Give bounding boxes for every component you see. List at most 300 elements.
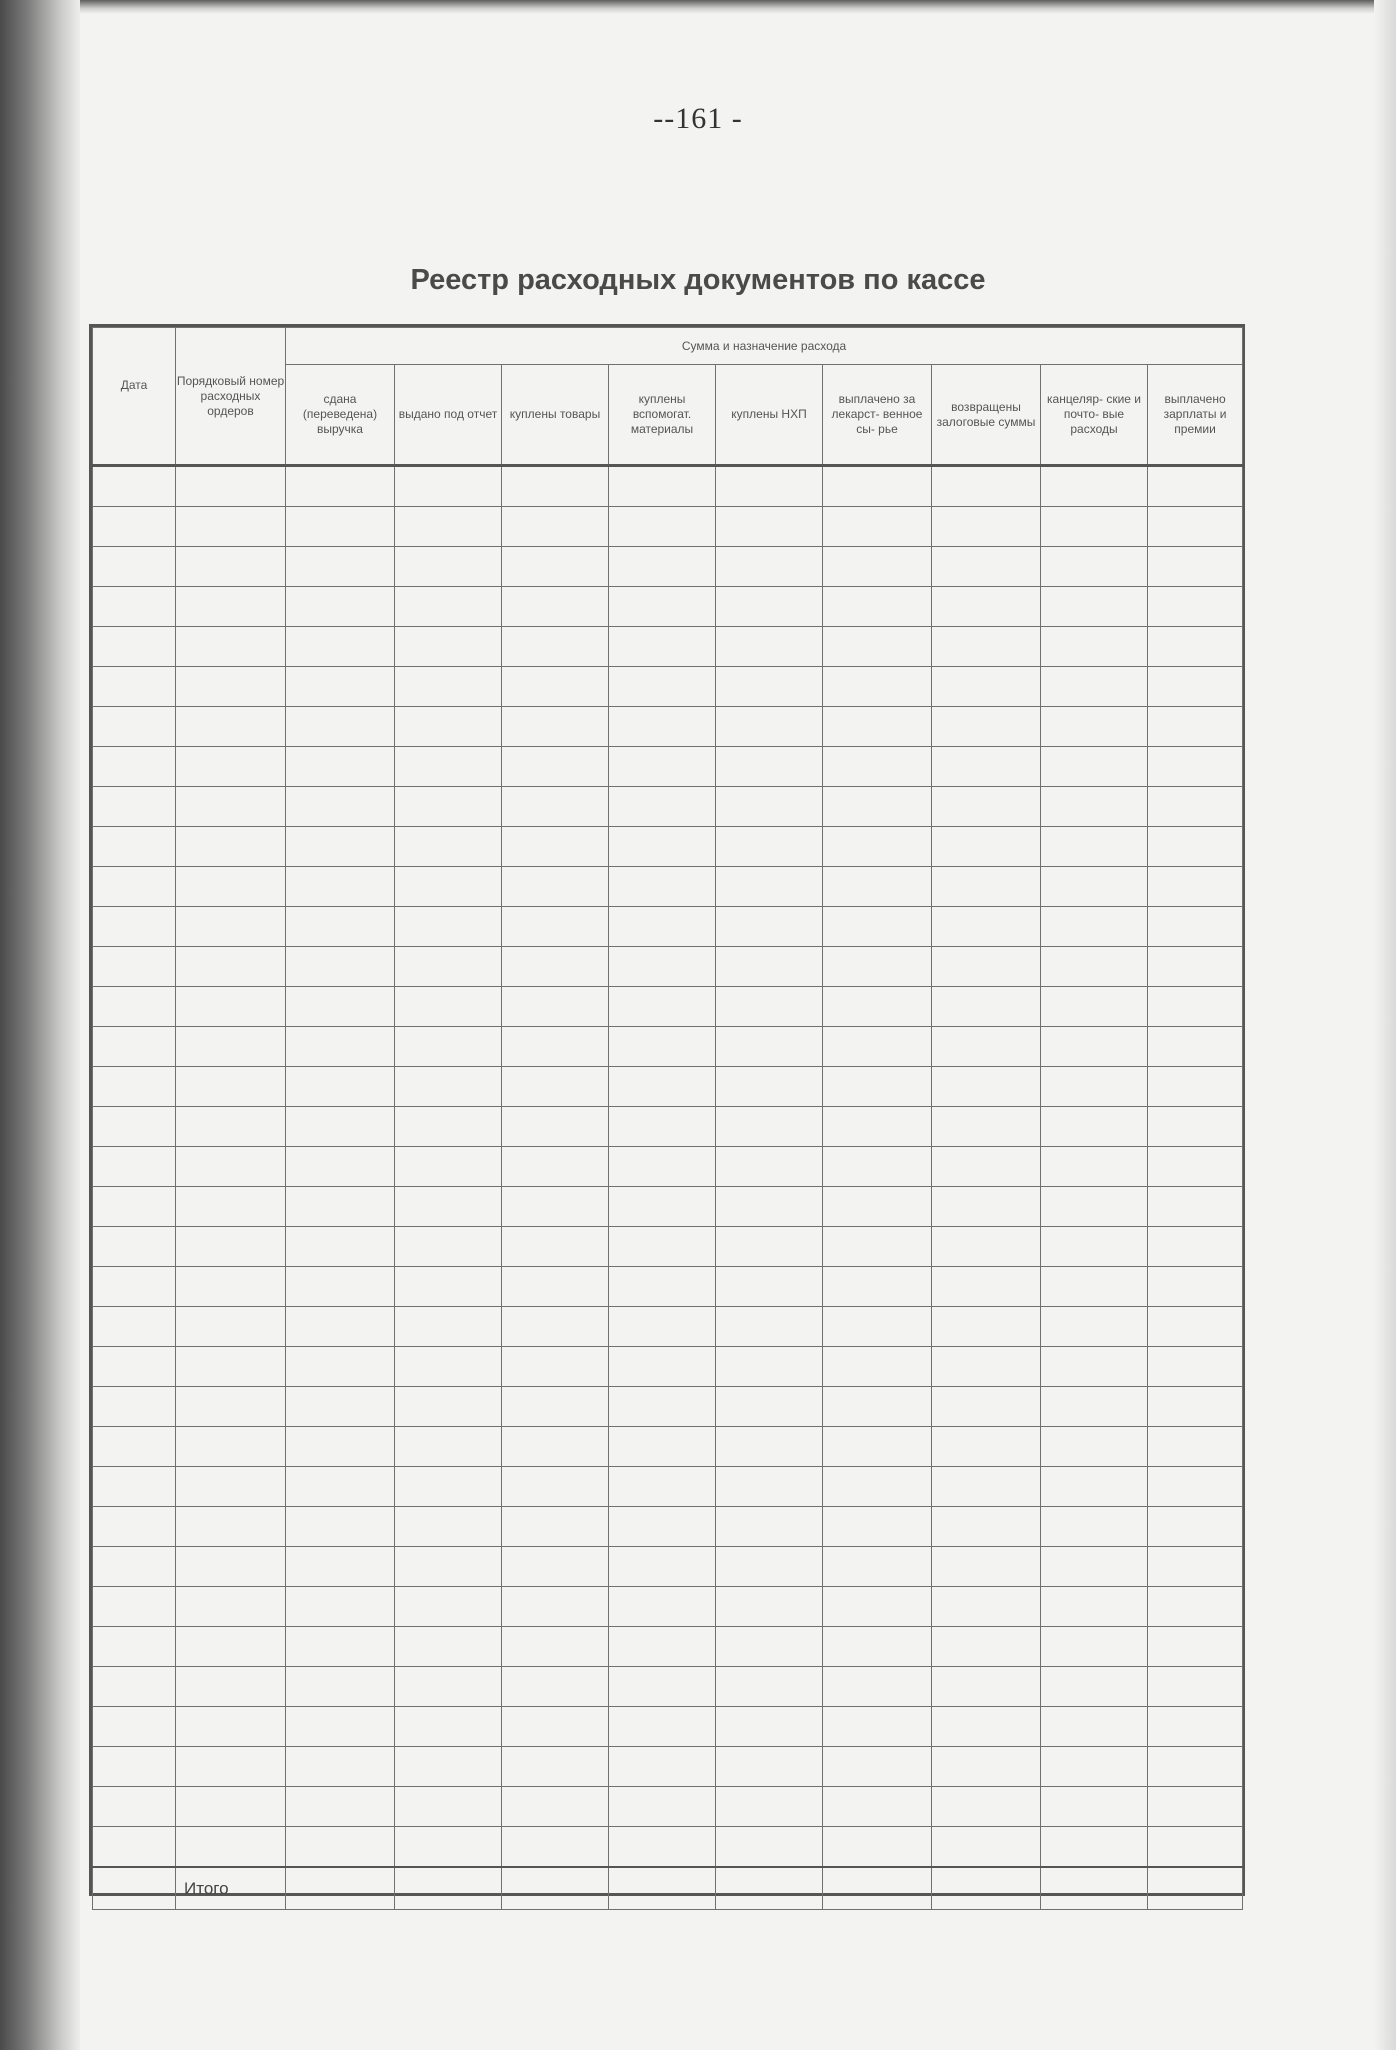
table-cell (1041, 1827, 1148, 1868)
table-cell (716, 1827, 823, 1868)
table-cell (286, 1227, 395, 1267)
table-cell (286, 907, 395, 947)
table-cell (286, 707, 395, 747)
table-cell (716, 547, 823, 587)
table-cell (823, 1827, 932, 1868)
table-cell (1041, 1187, 1148, 1227)
table-cell (286, 1027, 395, 1067)
table-row (93, 1187, 1243, 1227)
table-cell (395, 1507, 502, 1547)
table-cell (1148, 1227, 1243, 1267)
table-cell (93, 1267, 176, 1307)
column-header-medicinal-raw-materials: выплачено за лекарст- венное сы- рье (823, 365, 932, 466)
table-row (93, 867, 1243, 907)
table-cell (823, 1747, 932, 1787)
table-row (93, 1027, 1243, 1067)
table-cell (823, 507, 932, 547)
table-cell (395, 1347, 502, 1387)
table-cell (286, 1747, 395, 1787)
table-cell (1041, 747, 1148, 787)
table-cell (93, 1347, 176, 1387)
table-cell (395, 1387, 502, 1427)
table-cell (93, 1467, 176, 1507)
table-cell (716, 1507, 823, 1547)
table-cell (286, 667, 395, 707)
table-cell (932, 1027, 1041, 1067)
table-cell (609, 1587, 716, 1627)
table-cell (502, 1587, 609, 1627)
table-cell (395, 1747, 502, 1787)
table-cell (1041, 1027, 1148, 1067)
table-row (93, 587, 1243, 627)
table-cell (286, 1707, 395, 1747)
table-row (93, 907, 1243, 947)
table-cell (1041, 667, 1148, 707)
table-row (93, 547, 1243, 587)
total-cell (932, 1867, 1041, 1910)
table-cell (286, 466, 395, 507)
table-cell (93, 1667, 176, 1707)
document-title: Реестр расходных документов по кассе (410, 264, 986, 296)
table-cell (932, 867, 1041, 907)
table-cell (716, 787, 823, 827)
table-cell (823, 1347, 932, 1387)
table-cell (609, 507, 716, 547)
table-cell (176, 947, 286, 987)
table-row (93, 466, 1243, 507)
table-cell (823, 987, 932, 1027)
table-cell (716, 1147, 823, 1187)
table-cell (502, 1027, 609, 1067)
table-cell (176, 787, 286, 827)
table-cell (286, 1667, 395, 1707)
table-cell (932, 1667, 1041, 1707)
table-cell (1148, 1027, 1243, 1067)
table-cell (1041, 1427, 1148, 1467)
table-row (93, 507, 1243, 547)
table-cell (502, 1427, 609, 1467)
table-cell (1148, 1307, 1243, 1347)
table-cell (609, 1747, 716, 1787)
table-cell (286, 1187, 395, 1227)
table-cell (93, 867, 176, 907)
table-cell (932, 1467, 1041, 1507)
table-cell (609, 1427, 716, 1467)
table-row (93, 1467, 1243, 1507)
table-cell (502, 1827, 609, 1868)
table-cell (176, 867, 286, 907)
table-cell (395, 907, 502, 947)
table-cell (395, 1787, 502, 1827)
table-cell (395, 547, 502, 587)
table-cell (932, 587, 1041, 627)
table-cell (716, 827, 823, 867)
total-cell (1041, 1867, 1148, 1910)
column-header-date: Дата (93, 328, 176, 466)
table-cell (823, 667, 932, 707)
table-cell (93, 507, 176, 547)
table-cell (716, 947, 823, 987)
table-cell (609, 747, 716, 787)
table-cell (1148, 867, 1243, 907)
table-cell (93, 1387, 176, 1427)
table-cell (932, 1267, 1041, 1307)
table-cell (502, 747, 609, 787)
table-row (93, 1067, 1243, 1107)
table-cell (286, 1347, 395, 1387)
total-row (93, 1867, 1243, 1910)
table-cell (395, 1307, 502, 1347)
table-cell (1148, 1587, 1243, 1627)
table-cell (1041, 947, 1148, 987)
table-cell (286, 1267, 395, 1307)
table-cell (609, 1507, 716, 1547)
table-cell (1041, 867, 1148, 907)
table-cell (823, 787, 932, 827)
table-cell (176, 1707, 286, 1747)
table-cell (609, 1107, 716, 1147)
table-cell (1041, 1587, 1148, 1627)
table-cell (93, 987, 176, 1027)
table-cell (395, 1667, 502, 1707)
table-cell (502, 1627, 609, 1667)
table-cell (286, 1307, 395, 1347)
table-cell (395, 867, 502, 907)
table-cell (932, 627, 1041, 667)
table-cell (609, 787, 716, 827)
table-cell (609, 1307, 716, 1347)
table-cell (716, 587, 823, 627)
table-cell (823, 1027, 932, 1067)
table-cell (823, 1227, 932, 1267)
table-cell (716, 1187, 823, 1227)
table-row (93, 827, 1243, 867)
table-cell (716, 1587, 823, 1627)
table-row (93, 1827, 1243, 1868)
table-cell (395, 1547, 502, 1587)
table-cell (176, 1227, 286, 1267)
table-cell (502, 1347, 609, 1387)
table-cell (93, 587, 176, 627)
table-cell (93, 1027, 176, 1067)
table-cell (932, 1227, 1041, 1267)
table-cell (932, 1627, 1041, 1667)
table-row (93, 1507, 1243, 1547)
table-cell (176, 1147, 286, 1187)
table-cell (286, 627, 395, 667)
table-cell (609, 1187, 716, 1227)
table-cell (1148, 627, 1243, 667)
table-cell (716, 1667, 823, 1707)
table-row (93, 947, 1243, 987)
table-cell (395, 747, 502, 787)
table-cell (823, 1787, 932, 1827)
table-cell (609, 827, 716, 867)
table-cell (823, 627, 932, 667)
table-cell (93, 1427, 176, 1467)
table-cell (395, 707, 502, 747)
table-cell (716, 1547, 823, 1587)
column-header-advance-issued: выдано под отчет (395, 365, 502, 466)
table-cell (823, 1427, 932, 1467)
table-cell (286, 787, 395, 827)
table-cell (395, 587, 502, 627)
table-cell (176, 907, 286, 947)
table-row (93, 1147, 1243, 1187)
table-cell (609, 1227, 716, 1267)
table-cell (286, 1387, 395, 1427)
table-cell (176, 1347, 286, 1387)
table-cell (502, 947, 609, 987)
table-cell (932, 1067, 1041, 1107)
table-cell (1148, 1107, 1243, 1147)
table-cell (286, 1787, 395, 1827)
table-cell (502, 1747, 609, 1787)
table-cell (502, 1547, 609, 1587)
table-cell (286, 1147, 395, 1187)
table-cell (609, 466, 716, 507)
table-cell (286, 987, 395, 1027)
table-cell (395, 827, 502, 867)
table-cell (502, 707, 609, 747)
table-cell (93, 1187, 176, 1227)
register-body (93, 466, 1243, 1868)
table-cell (395, 1627, 502, 1667)
table-cell (1041, 987, 1148, 1027)
table-cell (502, 1107, 609, 1147)
table-cell (1148, 1507, 1243, 1547)
table-cell (1148, 667, 1243, 707)
table-cell (176, 1467, 286, 1507)
column-header-order-number: Порядковый номер расходных ордеров (176, 328, 286, 466)
table-cell (932, 787, 1041, 827)
table-cell (932, 1507, 1041, 1547)
table-cell (1148, 907, 1243, 947)
table-cell (502, 466, 609, 507)
table-cell (823, 1707, 932, 1747)
table-cell (1041, 907, 1148, 947)
column-header-goods-purchased: куплены товары (502, 365, 609, 466)
table-cell (93, 627, 176, 667)
table-cell (1148, 507, 1243, 547)
table-row (93, 987, 1243, 1027)
table-cell (176, 1747, 286, 1787)
table-cell (176, 827, 286, 867)
table-cell (716, 1027, 823, 1067)
table-row (93, 667, 1243, 707)
table-cell (1148, 1827, 1243, 1868)
table-cell (823, 1547, 932, 1587)
register-grid (92, 327, 1243, 1910)
table-cell (609, 867, 716, 907)
table-cell (823, 747, 932, 787)
table-cell (93, 547, 176, 587)
table-cell (502, 827, 609, 867)
page-edge-shadow-left (0, 0, 80, 2050)
table-cell (716, 627, 823, 667)
table-cell (932, 1787, 1041, 1827)
table-cell (286, 507, 395, 547)
table-cell (502, 1387, 609, 1427)
table-cell (1148, 1347, 1243, 1387)
table-cell (823, 1107, 932, 1147)
table-cell (823, 907, 932, 947)
table-cell (716, 1387, 823, 1427)
table-cell (176, 987, 286, 1027)
table-cell (176, 1787, 286, 1827)
table-cell (932, 707, 1041, 747)
column-header-revenue-deposited: сдана (переведена) выручка (286, 365, 395, 466)
table-cell (176, 627, 286, 667)
table-cell (1148, 1147, 1243, 1187)
table-cell (395, 1227, 502, 1267)
table-cell (1041, 1547, 1148, 1587)
table-cell (932, 1387, 1041, 1427)
table-cell (93, 1707, 176, 1747)
table-cell (502, 507, 609, 547)
table-cell (609, 627, 716, 667)
table-cell (395, 1427, 502, 1467)
table-cell (609, 1667, 716, 1707)
table-cell (502, 587, 609, 627)
table-cell (1148, 827, 1243, 867)
table-cell (93, 1747, 176, 1787)
table-cell (1148, 1747, 1243, 1787)
table-cell (1041, 1107, 1148, 1147)
table-cell (395, 667, 502, 707)
table-cell (176, 466, 286, 507)
table-cell (609, 1387, 716, 1427)
table-cell (93, 747, 176, 787)
table-cell (1148, 1387, 1243, 1427)
table-cell (395, 1027, 502, 1067)
table-cell (609, 1467, 716, 1507)
table-row (93, 1667, 1243, 1707)
table-cell (395, 1107, 502, 1147)
table-cell (716, 747, 823, 787)
table-cell (609, 1787, 716, 1827)
table-cell (286, 1067, 395, 1107)
table-cell (176, 1187, 286, 1227)
table-cell (823, 1187, 932, 1227)
table-cell (1148, 1427, 1243, 1467)
table-cell (609, 1707, 716, 1747)
table-cell (823, 1387, 932, 1427)
table-cell (395, 1587, 502, 1627)
table-cell (395, 507, 502, 547)
table-cell (609, 1547, 716, 1587)
table-cell (1041, 707, 1148, 747)
table-cell (286, 1507, 395, 1547)
table-cell (609, 707, 716, 747)
table-cell (93, 1307, 176, 1347)
total-label: Итого (176, 1867, 286, 1910)
table-cell (176, 747, 286, 787)
table-cell (1041, 1267, 1148, 1307)
table-cell (286, 1547, 395, 1587)
table-cell (176, 587, 286, 627)
table-cell (176, 1387, 286, 1427)
table-cell (395, 1707, 502, 1747)
table-cell (286, 587, 395, 627)
table-cell (1148, 707, 1243, 747)
page-edge-shadow-top (80, 0, 1396, 14)
table-cell (395, 1467, 502, 1507)
table-cell (609, 1067, 716, 1107)
table-cell (93, 1067, 176, 1107)
table-cell (1148, 1267, 1243, 1307)
table-cell (93, 1827, 176, 1868)
table-cell (1041, 547, 1148, 587)
table-cell (502, 1267, 609, 1307)
table-cell (286, 827, 395, 867)
table-cell (609, 1147, 716, 1187)
table-cell (176, 1107, 286, 1147)
table-cell (395, 1267, 502, 1307)
table-cell (502, 667, 609, 707)
table-cell (286, 1827, 395, 1868)
table-cell (1148, 587, 1243, 627)
table-cell (1041, 507, 1148, 547)
table-cell (932, 987, 1041, 1027)
table-cell (176, 547, 286, 587)
table-cell (1148, 1467, 1243, 1507)
table-cell (823, 1067, 932, 1107)
table-cell (93, 1627, 176, 1667)
table-cell (93, 1507, 176, 1547)
table-cell (395, 787, 502, 827)
table-cell (716, 1787, 823, 1827)
table-cell (609, 1627, 716, 1667)
table-cell (823, 707, 932, 747)
table-cell (502, 1707, 609, 1747)
column-header-office-postal-expenses: канцеляр- ские и почто- вые расходы (1041, 365, 1148, 466)
table-cell (716, 1747, 823, 1787)
table-cell (1041, 1387, 1148, 1427)
table-cell (609, 1827, 716, 1868)
table-cell (176, 1507, 286, 1547)
table-cell (1041, 787, 1148, 827)
table-cell (932, 827, 1041, 867)
table-cell (1041, 1307, 1148, 1347)
table-cell (716, 466, 823, 507)
table-cell (93, 827, 176, 867)
table-cell (93, 667, 176, 707)
column-header-auxiliary-materials: куплены вспомогат. материалы (609, 365, 716, 466)
table-cell (716, 907, 823, 947)
table-cell (1148, 1787, 1243, 1827)
table-cell (1148, 1547, 1243, 1587)
table-cell (286, 1107, 395, 1147)
table-cell (502, 1787, 609, 1827)
column-header-nkhp-purchased: куплены НХП (716, 365, 823, 466)
table-cell (1148, 1707, 1243, 1747)
table-cell (823, 1587, 932, 1627)
table-cell (1041, 1747, 1148, 1787)
table-cell (1148, 787, 1243, 827)
table-cell (502, 1067, 609, 1107)
table-cell (286, 1427, 395, 1467)
table-cell (716, 1707, 823, 1747)
table-row (93, 1387, 1243, 1427)
table-cell (932, 747, 1041, 787)
table-cell (932, 1187, 1041, 1227)
total-cell (395, 1867, 502, 1910)
table-cell (93, 466, 176, 507)
table-cell (1148, 1187, 1243, 1227)
table-cell (93, 1147, 176, 1187)
table-cell (286, 547, 395, 587)
